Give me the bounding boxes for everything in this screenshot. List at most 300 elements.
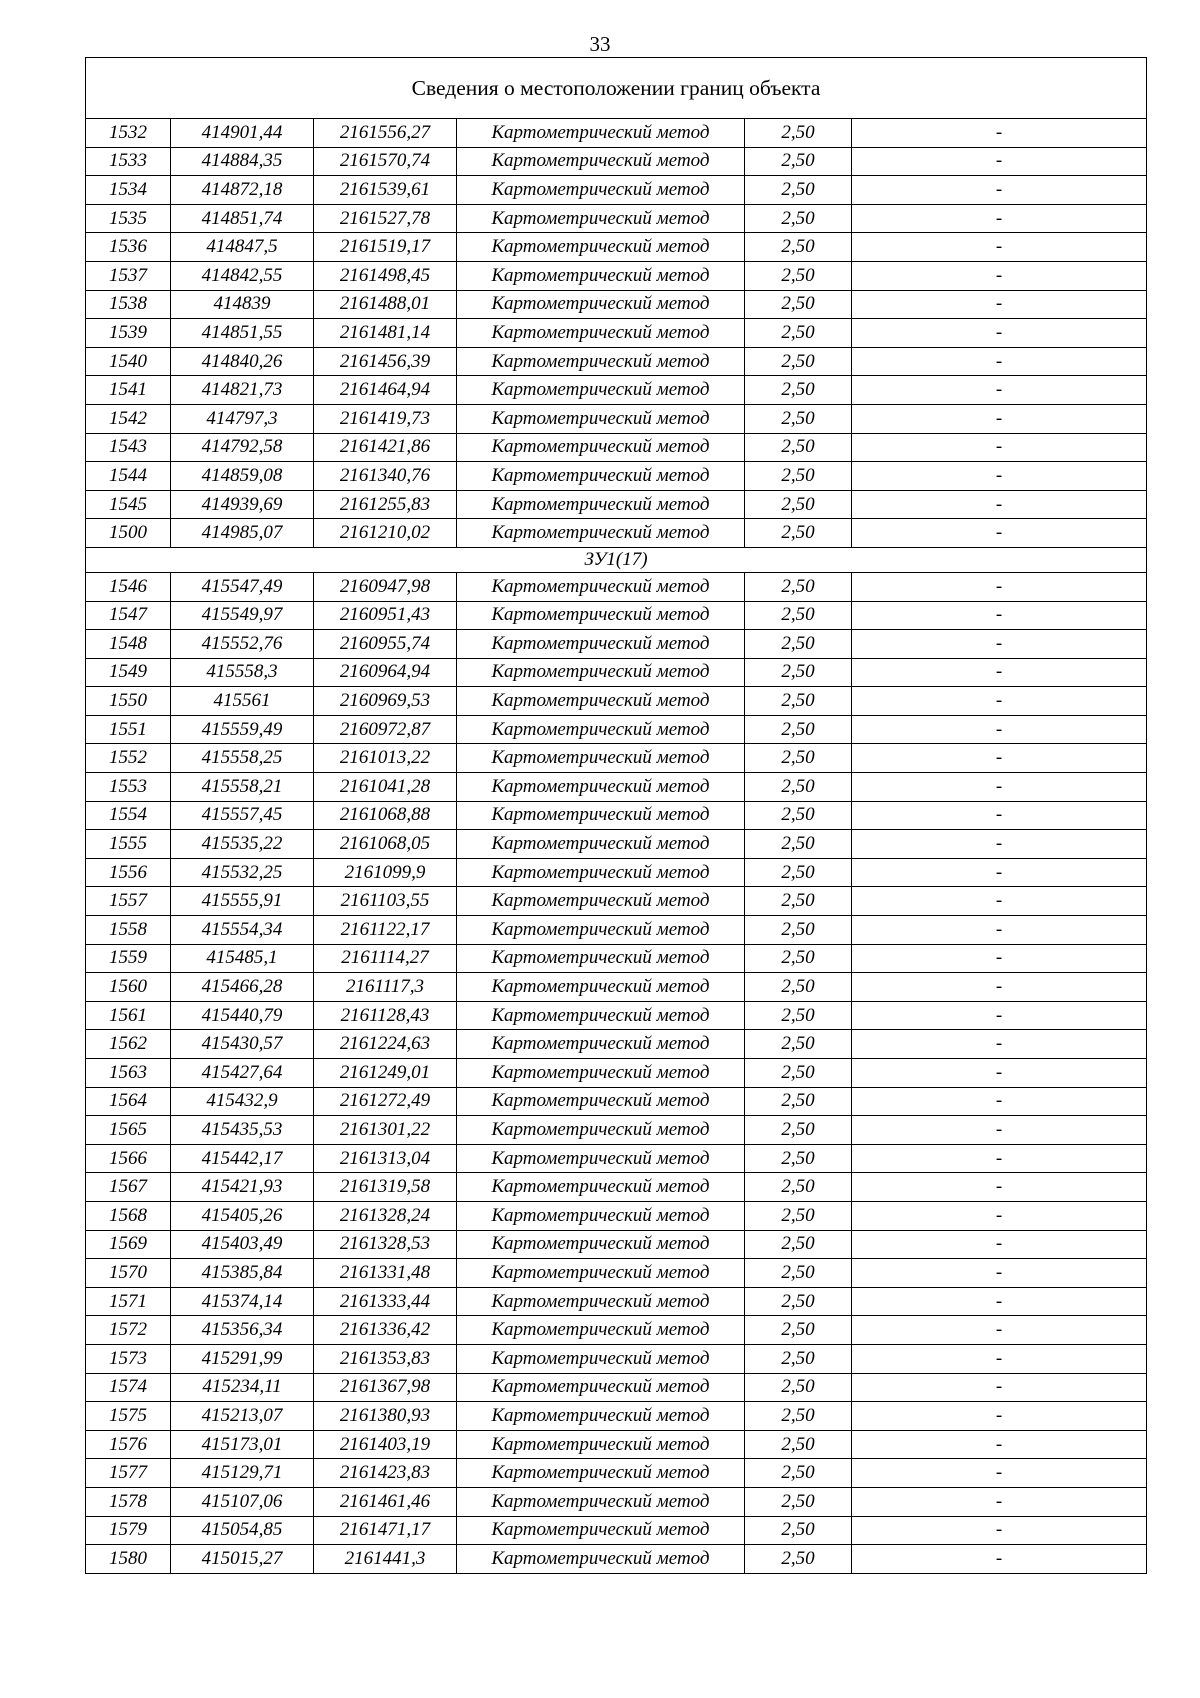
accuracy-cell: 2,50	[745, 1116, 852, 1145]
point-number-cell: 1565	[86, 1116, 171, 1145]
note-cell: -	[852, 233, 1147, 262]
point-number-cell: 1572	[86, 1316, 171, 1345]
note-cell: -	[852, 1430, 1147, 1459]
point-number-cell: 1571	[86, 1287, 171, 1316]
accuracy-cell: 2,50	[745, 1516, 852, 1545]
table-row	[86, 1001, 1147, 1030]
table-row	[86, 404, 1147, 433]
y-coordinate-cell: 2161068,88	[314, 801, 457, 830]
section-label: ЗУ1(17)	[86, 547, 1147, 572]
x-coordinate-cell: 415535,22	[171, 830, 314, 859]
y-coordinate-cell: 2161103,55	[314, 887, 457, 916]
note-cell: -	[852, 519, 1147, 548]
accuracy-cell: 2,50	[745, 290, 852, 319]
method-cell: Картометрический метод	[457, 601, 745, 630]
accuracy-cell: 2,50	[745, 744, 852, 773]
point-number-cell: 1539	[86, 319, 171, 348]
note-cell: -	[852, 319, 1147, 348]
point-number-cell: 1573	[86, 1344, 171, 1373]
y-coordinate-cell: 2161336,42	[314, 1316, 457, 1345]
accuracy-cell: 2,50	[745, 1087, 852, 1116]
accuracy-cell: 2,50	[745, 433, 852, 462]
x-coordinate-cell: 415442,17	[171, 1144, 314, 1173]
point-number-cell: 1558	[86, 916, 171, 945]
y-coordinate-cell: 2161498,45	[314, 261, 457, 290]
y-coordinate-cell: 2160964,94	[314, 658, 457, 687]
point-number-cell: 1546	[86, 572, 171, 601]
point-number-cell: 1570	[86, 1259, 171, 1288]
table-row	[86, 462, 1147, 491]
x-coordinate-cell: 415555,91	[171, 887, 314, 916]
method-cell: Картометрический метод	[457, 462, 745, 491]
accuracy-cell: 2,50	[745, 916, 852, 945]
y-coordinate-cell: 2161527,78	[314, 204, 457, 233]
table-row	[86, 944, 1147, 973]
table-row	[86, 1173, 1147, 1202]
x-coordinate-cell: 414839	[171, 290, 314, 319]
y-coordinate-cell: 2161456,39	[314, 347, 457, 376]
note-cell: -	[852, 376, 1147, 405]
point-number-cell: 1568	[86, 1201, 171, 1230]
x-coordinate-cell: 415532,25	[171, 858, 314, 887]
accuracy-cell: 2,50	[745, 1545, 852, 1574]
point-number-cell: 1580	[86, 1545, 171, 1574]
y-coordinate-cell: 2161319,58	[314, 1173, 457, 1202]
note-cell: -	[852, 147, 1147, 176]
note-cell: -	[852, 715, 1147, 744]
method-cell: Картометрический метод	[457, 1173, 745, 1202]
method-cell: Картометрический метод	[457, 630, 745, 659]
note-cell: -	[852, 1030, 1147, 1059]
x-coordinate-cell: 415552,76	[171, 630, 314, 659]
point-number-cell: 1577	[86, 1459, 171, 1488]
method-cell: Картометрический метод	[457, 916, 745, 945]
accuracy-cell: 2,50	[745, 1316, 852, 1345]
table-row	[86, 319, 1147, 348]
x-coordinate-cell: 415054,85	[171, 1516, 314, 1545]
method-cell: Картометрический метод	[457, 830, 745, 859]
table-row	[86, 630, 1147, 659]
method-cell: Картометрический метод	[457, 261, 745, 290]
point-number-cell: 1561	[86, 1001, 171, 1030]
method-cell: Картометрический метод	[457, 1487, 745, 1516]
x-coordinate-cell: 415291,99	[171, 1344, 314, 1373]
table-row	[86, 433, 1147, 462]
method-cell: Картометрический метод	[457, 1116, 745, 1145]
table-row	[86, 1344, 1147, 1373]
x-coordinate-cell: 414939,69	[171, 490, 314, 519]
accuracy-cell: 2,50	[745, 1230, 852, 1259]
accuracy-cell: 2,50	[745, 1030, 852, 1059]
accuracy-cell: 2,50	[745, 233, 852, 262]
method-cell: Картометрический метод	[457, 1344, 745, 1373]
y-coordinate-cell: 2161328,53	[314, 1230, 457, 1259]
point-number-cell: 1555	[86, 830, 171, 859]
y-coordinate-cell: 2161461,46	[314, 1487, 457, 1516]
accuracy-cell: 2,50	[745, 830, 852, 859]
y-coordinate-cell: 2161122,17	[314, 916, 457, 945]
method-cell: Картометрический метод	[457, 1316, 745, 1345]
method-cell: Картометрический метод	[457, 715, 745, 744]
method-cell: Картометрический метод	[457, 404, 745, 433]
table-row	[86, 1230, 1147, 1259]
x-coordinate-cell: 414985,07	[171, 519, 314, 548]
note-cell: -	[852, 1545, 1147, 1574]
note-cell: -	[852, 1173, 1147, 1202]
y-coordinate-cell: 2161013,22	[314, 744, 457, 773]
method-cell: Картометрический метод	[457, 858, 745, 887]
y-coordinate-cell: 2161255,83	[314, 490, 457, 519]
table-row	[86, 490, 1147, 519]
table-row	[86, 916, 1147, 945]
note-cell: -	[852, 630, 1147, 659]
y-coordinate-cell: 2161301,22	[314, 1116, 457, 1145]
note-cell: -	[852, 490, 1147, 519]
method-cell: Картометрический метод	[457, 1030, 745, 1059]
table-row	[86, 973, 1147, 1002]
table-row	[86, 1144, 1147, 1173]
note-cell: -	[852, 1001, 1147, 1030]
y-coordinate-cell: 2161333,44	[314, 1287, 457, 1316]
table-row	[86, 773, 1147, 802]
point-number-cell: 1563	[86, 1059, 171, 1088]
y-coordinate-cell: 2161419,73	[314, 404, 457, 433]
y-coordinate-cell: 2161441,3	[314, 1545, 457, 1574]
accuracy-cell: 2,50	[745, 204, 852, 233]
table-row	[86, 1487, 1147, 1516]
method-cell: Картометрический метод	[457, 973, 745, 1002]
note-cell: -	[852, 830, 1147, 859]
x-coordinate-cell: 415403,49	[171, 1230, 314, 1259]
point-number-cell: 1548	[86, 630, 171, 659]
y-coordinate-cell: 2161367,98	[314, 1373, 457, 1402]
point-number-cell: 1560	[86, 973, 171, 1002]
accuracy-cell: 2,50	[745, 119, 852, 148]
y-coordinate-cell: 2161117,3	[314, 973, 457, 1002]
point-number-cell: 1566	[86, 1144, 171, 1173]
accuracy-cell: 2,50	[745, 801, 852, 830]
accuracy-cell: 2,50	[745, 1201, 852, 1230]
note-cell: -	[852, 1402, 1147, 1431]
method-cell: Картометрический метод	[457, 1287, 745, 1316]
note-cell: -	[852, 744, 1147, 773]
note-cell: -	[852, 462, 1147, 491]
method-cell: Картометрический метод	[457, 147, 745, 176]
y-coordinate-cell: 2161068,05	[314, 830, 457, 859]
method-cell: Картометрический метод	[457, 744, 745, 773]
method-cell: Картометрический метод	[457, 801, 745, 830]
x-coordinate-cell: 415485,1	[171, 944, 314, 973]
accuracy-cell: 2,50	[745, 687, 852, 716]
accuracy-cell: 2,50	[745, 1173, 852, 1202]
y-coordinate-cell: 2161556,27	[314, 119, 457, 148]
x-coordinate-cell: 415129,71	[171, 1459, 314, 1488]
table-row	[86, 830, 1147, 859]
x-coordinate-cell: 415440,79	[171, 1001, 314, 1030]
note-cell: -	[852, 119, 1147, 148]
table-row	[86, 376, 1147, 405]
method-cell: Картометрический метод	[457, 1259, 745, 1288]
point-number-cell: 1537	[86, 261, 171, 290]
point-number-cell: 1562	[86, 1030, 171, 1059]
method-cell: Картометрический метод	[457, 773, 745, 802]
point-number-cell: 1535	[86, 204, 171, 233]
y-coordinate-cell: 2161481,14	[314, 319, 457, 348]
note-cell: -	[852, 1487, 1147, 1516]
note-cell: -	[852, 801, 1147, 830]
x-coordinate-cell: 415432,9	[171, 1087, 314, 1116]
table-title: Сведения о местоположении границ объекта	[86, 58, 1147, 119]
method-cell: Картометрический метод	[457, 119, 745, 148]
x-coordinate-cell: 415430,57	[171, 1030, 314, 1059]
note-cell: -	[852, 601, 1147, 630]
method-cell: Картометрический метод	[457, 658, 745, 687]
point-number-cell: 1557	[86, 887, 171, 916]
x-coordinate-cell: 415385,84	[171, 1259, 314, 1288]
accuracy-cell: 2,50	[745, 944, 852, 973]
note-cell: -	[852, 176, 1147, 205]
point-number-cell: 1549	[86, 658, 171, 687]
method-cell: Картометрический метод	[457, 1059, 745, 1088]
x-coordinate-cell: 415559,49	[171, 715, 314, 744]
method-cell: Картометрический метод	[457, 1001, 745, 1030]
table-row	[86, 715, 1147, 744]
table-row	[86, 1259, 1147, 1288]
x-coordinate-cell: 414842,55	[171, 261, 314, 290]
x-coordinate-cell: 415427,64	[171, 1059, 314, 1088]
accuracy-cell: 2,50	[745, 519, 852, 548]
point-number-cell: 1553	[86, 773, 171, 802]
x-coordinate-cell: 414884,35	[171, 147, 314, 176]
method-cell: Картометрический метод	[457, 204, 745, 233]
point-number-cell: 1578	[86, 1487, 171, 1516]
note-cell: -	[852, 1459, 1147, 1488]
accuracy-cell: 2,50	[745, 572, 852, 601]
y-coordinate-cell: 2161421,86	[314, 433, 457, 462]
table-row	[86, 1030, 1147, 1059]
x-coordinate-cell: 415554,34	[171, 916, 314, 945]
x-coordinate-cell: 415435,53	[171, 1116, 314, 1145]
point-number-cell: 1579	[86, 1516, 171, 1545]
y-coordinate-cell: 2161128,43	[314, 1001, 457, 1030]
x-coordinate-cell: 414901,44	[171, 119, 314, 148]
accuracy-cell: 2,50	[745, 1059, 852, 1088]
x-coordinate-cell: 414840,26	[171, 347, 314, 376]
y-coordinate-cell: 2160972,87	[314, 715, 457, 744]
y-coordinate-cell: 2161340,76	[314, 462, 457, 491]
x-coordinate-cell: 415234,11	[171, 1373, 314, 1402]
y-coordinate-cell: 2161519,17	[314, 233, 457, 262]
table-row	[86, 1545, 1147, 1574]
x-coordinate-cell: 415557,45	[171, 801, 314, 830]
point-number-cell: 1542	[86, 404, 171, 433]
table-row	[86, 1087, 1147, 1116]
y-coordinate-cell: 2160947,98	[314, 572, 457, 601]
accuracy-cell: 2,50	[745, 1259, 852, 1288]
table-row	[86, 1430, 1147, 1459]
note-cell: -	[852, 204, 1147, 233]
y-coordinate-cell: 2161328,24	[314, 1201, 457, 1230]
table-row	[86, 1059, 1147, 1088]
accuracy-cell: 2,50	[745, 1001, 852, 1030]
accuracy-cell: 2,50	[745, 1344, 852, 1373]
note-cell: -	[852, 572, 1147, 601]
point-number-cell: 1543	[86, 433, 171, 462]
note-cell: -	[852, 1373, 1147, 1402]
x-coordinate-cell: 415015,27	[171, 1545, 314, 1574]
method-cell: Картометрический метод	[457, 1144, 745, 1173]
x-coordinate-cell: 415561	[171, 687, 314, 716]
accuracy-cell: 2,50	[745, 404, 852, 433]
table-row	[86, 233, 1147, 262]
table-row	[86, 1316, 1147, 1345]
point-number-cell: 1554	[86, 801, 171, 830]
y-coordinate-cell: 2161249,01	[314, 1059, 457, 1088]
method-cell: Картометрический метод	[457, 1545, 745, 1574]
y-coordinate-cell: 2161041,28	[314, 773, 457, 802]
point-number-cell: 1545	[86, 490, 171, 519]
table-row	[86, 744, 1147, 773]
accuracy-cell: 2,50	[745, 887, 852, 916]
note-cell: -	[852, 944, 1147, 973]
table-row	[86, 658, 1147, 687]
table-row	[86, 1459, 1147, 1488]
x-coordinate-cell: 414821,73	[171, 376, 314, 405]
point-number-cell: 1575	[86, 1402, 171, 1431]
table-row	[86, 204, 1147, 233]
accuracy-cell: 2,50	[745, 773, 852, 802]
accuracy-cell: 2,50	[745, 1402, 852, 1431]
y-coordinate-cell: 2160955,74	[314, 630, 457, 659]
method-cell: Картометрический метод	[457, 490, 745, 519]
accuracy-cell: 2,50	[745, 1430, 852, 1459]
method-cell: Картометрический метод	[457, 176, 745, 205]
accuracy-cell: 2,50	[745, 319, 852, 348]
y-coordinate-cell: 2161210,02	[314, 519, 457, 548]
note-cell: -	[852, 858, 1147, 887]
table-row	[86, 1516, 1147, 1545]
accuracy-cell: 2,50	[745, 658, 852, 687]
table-row	[86, 601, 1147, 630]
method-cell: Картометрический метод	[457, 1087, 745, 1116]
note-cell: -	[852, 1230, 1147, 1259]
accuracy-cell: 2,50	[745, 176, 852, 205]
y-coordinate-cell: 2161464,94	[314, 376, 457, 405]
y-coordinate-cell: 2161471,17	[314, 1516, 457, 1545]
method-cell: Картометрический метод	[457, 433, 745, 462]
note-cell: -	[852, 1287, 1147, 1316]
table-row	[86, 1287, 1147, 1316]
note-cell: -	[852, 1087, 1147, 1116]
method-cell: Картометрический метод	[457, 347, 745, 376]
table-row	[86, 1402, 1147, 1431]
y-coordinate-cell: 2161380,93	[314, 1402, 457, 1431]
x-coordinate-cell: 415405,26	[171, 1201, 314, 1230]
note-cell: -	[852, 973, 1147, 1002]
x-coordinate-cell: 414859,08	[171, 462, 314, 491]
x-coordinate-cell: 414851,74	[171, 204, 314, 233]
table-row	[86, 119, 1147, 148]
method-cell: Картометрический метод	[457, 1373, 745, 1402]
point-number-cell: 1550	[86, 687, 171, 716]
accuracy-cell: 2,50	[745, 1287, 852, 1316]
method-cell: Картометрический метод	[457, 1516, 745, 1545]
x-coordinate-cell: 414872,18	[171, 176, 314, 205]
point-number-cell: 1538	[86, 290, 171, 319]
table-row	[86, 176, 1147, 205]
table-row	[86, 290, 1147, 319]
accuracy-cell: 2,50	[745, 261, 852, 290]
x-coordinate-cell: 415421,93	[171, 1173, 314, 1202]
boundary-coordinates-table	[85, 57, 1147, 1574]
note-cell: -	[852, 1516, 1147, 1545]
point-number-cell: 1567	[86, 1173, 171, 1202]
table-header-row	[86, 58, 1147, 119]
point-number-cell: 1536	[86, 233, 171, 262]
point-number-cell: 1534	[86, 176, 171, 205]
section-header-row	[86, 547, 1147, 572]
point-number-cell: 1569	[86, 1230, 171, 1259]
accuracy-cell: 2,50	[745, 1144, 852, 1173]
table-row	[86, 1201, 1147, 1230]
method-cell: Картометрический метод	[457, 233, 745, 262]
note-cell: -	[852, 404, 1147, 433]
accuracy-cell: 2,50	[745, 1373, 852, 1402]
accuracy-cell: 2,50	[745, 490, 852, 519]
note-cell: -	[852, 1201, 1147, 1230]
x-coordinate-cell: 415547,49	[171, 572, 314, 601]
x-coordinate-cell: 415549,97	[171, 601, 314, 630]
y-coordinate-cell: 2161331,48	[314, 1259, 457, 1288]
accuracy-cell: 2,50	[745, 601, 852, 630]
method-cell: Картометрический метод	[457, 1402, 745, 1431]
note-cell: -	[852, 1344, 1147, 1373]
accuracy-cell: 2,50	[745, 347, 852, 376]
accuracy-cell: 2,50	[745, 630, 852, 659]
accuracy-cell: 2,50	[745, 147, 852, 176]
table-row	[86, 887, 1147, 916]
y-coordinate-cell: 2161099,9	[314, 858, 457, 887]
table-row	[86, 1373, 1147, 1402]
method-cell: Картометрический метод	[457, 1230, 745, 1259]
method-cell: Картометрический метод	[457, 572, 745, 601]
point-number-cell: 1532	[86, 119, 171, 148]
point-number-cell: 1552	[86, 744, 171, 773]
method-cell: Картометрический метод	[457, 290, 745, 319]
x-coordinate-cell: 415173,01	[171, 1430, 314, 1459]
accuracy-cell: 2,50	[745, 858, 852, 887]
table-row	[86, 519, 1147, 548]
note-cell: -	[852, 290, 1147, 319]
note-cell: -	[852, 1116, 1147, 1145]
x-coordinate-cell: 415213,07	[171, 1402, 314, 1431]
y-coordinate-cell: 2161313,04	[314, 1144, 457, 1173]
note-cell: -	[852, 887, 1147, 916]
y-coordinate-cell: 2161488,01	[314, 290, 457, 319]
x-coordinate-cell: 415558,3	[171, 658, 314, 687]
table-row	[86, 572, 1147, 601]
page-number: 33	[589, 32, 611, 56]
point-number-cell: 1556	[86, 858, 171, 887]
method-cell: Картометрический метод	[457, 887, 745, 916]
point-number-cell: 1559	[86, 944, 171, 973]
accuracy-cell: 2,50	[745, 376, 852, 405]
note-cell: -	[852, 433, 1147, 462]
point-number-cell: 1544	[86, 462, 171, 491]
note-cell: -	[852, 916, 1147, 945]
table-row	[86, 261, 1147, 290]
y-coordinate-cell: 2160951,43	[314, 601, 457, 630]
